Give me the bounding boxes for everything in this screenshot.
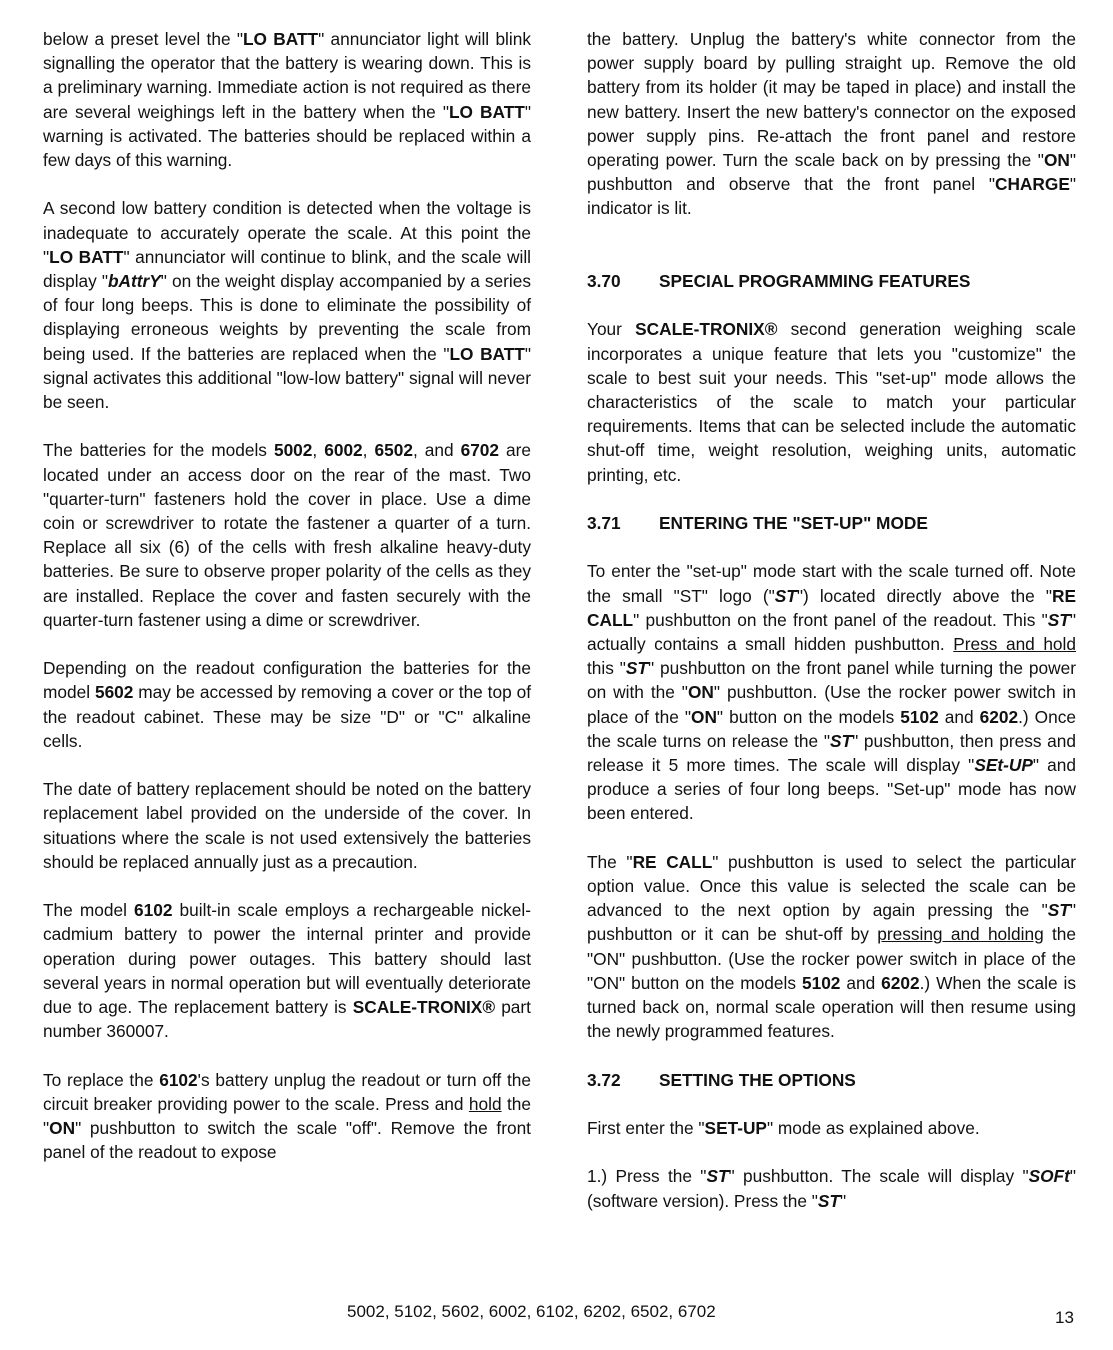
paragraph-replacement-date: The date of battery replacement should be noted on the battery replacement label provided on the underside of the cover. In situations where the scale is not used extensively the batteries should be replaced annually just as a precaution. — [43, 779, 531, 872]
section-heading-3-71: 3.71 ENTERING THE "SET-UP" MODE — [587, 513, 928, 533]
paragraph-enter-setup: To enter the "set-up" mode start with the scale turned off. Note the small "ST" logo ("ST") located directly above the "RE CALL" pushbutton on the front panel of the readout. This "ST" actually contains a small hidden pushbutton. Press and hold this "ST" pushbutton on the front panel while turning the power on with the "ON" pushbutton. (Use the rocker power switch in place of the "ON" button on the models 5102 and 6202.) Once the scale turns on release the "ST" pushbutton, then press and release it 5 more times. The scale will display "SEt-UP" and produce a series of four long beeps. "Set-up" mode has now been entered. — [587, 561, 1076, 824]
paragraph-model-6102: The model 6102 built-in scale employs a rechargeable nickel-cadmium battery to power the internal printer and provide operation during power outages. This battery should last several years in normal operation but will eventually deteriorate due to age. The replacement battery is SCALE-TRONIX® part number 360007. — [43, 900, 531, 1042]
paragraph-replace-6102: To replace the 6102's battery unplug the readout or turn off the circuit breaker providing power to the scale. Press and hold the "ON" pushbutton to switch the scale "off". Remove the front panel of the readout to expose — [43, 1069, 532, 1163]
paragraph-lo-batt-warning: below a preset level the "LO BATT" annunciator light will blink signalling the operator that the battery is wearing down. This is a preliminary warning. Immediate action is not required as there are several weighings left in the battery when the "LO BATT" warning is activated. The batteries should be replaced within a few days of this warning. — [43, 29, 531, 171]
page-number: 13 — [1055, 1308, 1074, 1327]
footer-model-list: 5002, 5102, 5602, 6002, 6102, 6202, 6502, 6702 — [347, 1302, 716, 1321]
paragraph-recall-usage: The "RE CALL" pushbutton is used to select the particular option value. Once this value is selected the scale can be advanced to the next option by again pressing the "ST" pushbutton or it can be shut-off by pressing and holding the "ON" pushbutton. (Use the rocker power switch in place of the "ON" button on the models 5102 and 6202.) When the scale is turned back on, normal scale operation will then resume using the newly programmed features. — [587, 851, 1076, 1042]
paragraph-low-low-battery: A second low battery condition is detected when the voltage is inadequate to accurately operate the scale. At this point the "LO BATT" annunciator will continue to blink, and the scale will display "bAttrY" on the weight display accompanied by a series of four long beeps. This is done to eliminate the possibility of displaying erroneous weights by preventing the scale from being used. If the batteries are replaced when the "LO BATT" signal activates this additional "low-low battery" signal will never be seen. — [43, 198, 531, 413]
right-column — [587, 27, 1076, 1237]
paragraph-model-5602: Depending on the readout configuration the batteries for the model 5602 may be accessed by removing a cover or the top of the readout cabinet. These may be size "D" or "C" alkaline cells. — [43, 658, 531, 751]
section-heading-3-72: 3.72 SETTING THE OPTIONS — [587, 1069, 856, 1090]
paragraph-battery-location: The batteries for the models 5002, 6002, 6502, and 6702 are located under an access door on the rear of the mast. Two "quarter-turn" fasteners hold the cover in place. Use a dime coin or screwdriver to rotate the fastener a quarter of a turn. Replace all six (6) of the cells with fresh alkaline heavy-duty batteries. Be sure to observe proper polarity of the cells as they are installed. Replace the cover and fasten securely with the quarter-turn fastener using a dime or screwdriver. — [43, 440, 532, 630]
left-column — [43, 27, 531, 1189]
section-heading-3-70: 3.70 SPECIAL PROGRAMMING FEATURES — [587, 271, 971, 291]
paragraph-first-enter-setup: First enter the "SET-UP" mode as explained above. — [587, 1118, 980, 1139]
paragraph-battery-install: the battery. Unplug the battery's white connector from the power supply board by pulling straight up. Remove the old battery from its holder (it may be taped in place) and install the new battery. Insert the new battery's connector on the exposed power supply pins. Re-attach the front panel and restore operating power. Turn the scale back on by pressing the "ON" pushbutton and observe that the front panel "CHARGE" indicator is lit. — [587, 29, 1076, 219]
paragraph-special-features: Your SCALE-TRONIX® second generation weighing scale incorporates a unique feature that lets you "customize" the scale to best suit your needs. This "set-up" mode allows the characteristics of the scale to match your particular requirements. Items that can be selected include the automatic shut-off time, weight resolution, weighing units, automatic printing, etc. — [587, 319, 1076, 485]
paragraph-option-step-1: 1.) Press the "ST" pushbutton. The scale will display "SOFt" (software version). Press the "ST" — [587, 1166, 1077, 1211]
